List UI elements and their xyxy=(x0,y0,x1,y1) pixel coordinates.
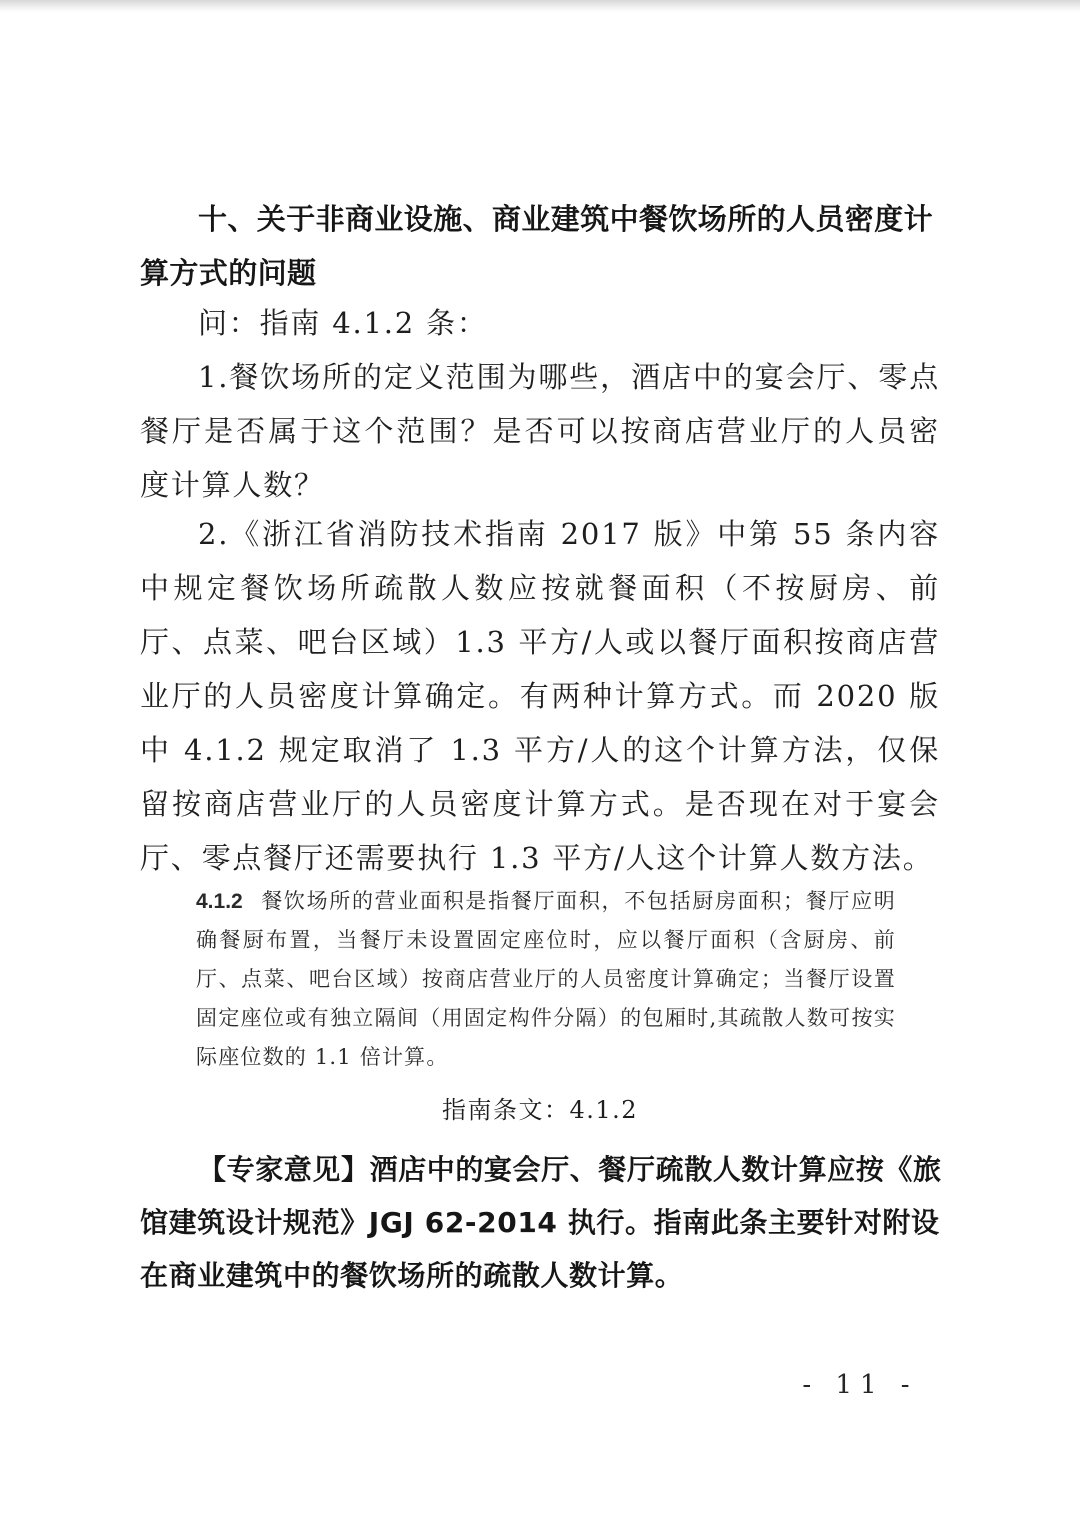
section-heading: 十、关于非商业设施、商业建筑中餐饮场所的人员密度计算方式的问题 xyxy=(140,202,934,290)
scan-top-edge xyxy=(0,0,1080,12)
expert-opinion: 【专家意见】酒店中的宴会厅、餐厅疏散人数计算应按《旅馆建筑设计规范》JGJ 62-2014 执行。指南此条主要针对附设在商业建筑中的餐饮场所的疏散人数计算。 xyxy=(140,1153,942,1292)
excerpt-clause-number: 4.1.2 xyxy=(196,890,243,913)
question-item-2: 2.《浙江省消防技术指南 2017 版》中第 55 条内容中规定餐饮场所疏散人数应按就餐面积（不按厨房、前厅、点菜、吧台区域）1.3 平方/人或以餐厅面积按商店营业厅的人员密度计算确定。有两种计算方式。而 2020 版中 4.1.2 规定取消了 1.3 平方/人的这个计算方法，仅保留按商店营业厅的人员密度计算方式。是否现在对于宴会厅、零点餐厅还需要执行 1.3 平方/人这个计算人数方法。 xyxy=(140,517,940,875)
excerpt-caption: 指南条文：4.1.2 xyxy=(441,1096,639,1124)
excerpt-text: 餐饮场所的营业面积是指餐厅面积，不包括厨房面积；餐厅应明确餐厨布置，当餐厅未设置固定座位时，应以餐厅面积（含厨房、前厅、点菜、吧台区域）按商店营业厅的人员密度计算确定；当餐厅设置固定座位或有独立隔间（用固定构件分隔）的包厢时,其疏散人数可按实际座位数的 1.1 倍计算。 xyxy=(196,889,896,1069)
page-number: - 11 - xyxy=(802,1370,918,1400)
question-item-1: 1.餐饮场所的定义范围为哪些，酒店中的宴会厅、零点餐厅是否属于这个范围？是否可以按商店营业厅的人员密度计算人数？ xyxy=(140,360,940,502)
question-intro: 问：指南 4.1.2 条： xyxy=(198,306,488,340)
guideline-excerpt xyxy=(196,882,896,1077)
